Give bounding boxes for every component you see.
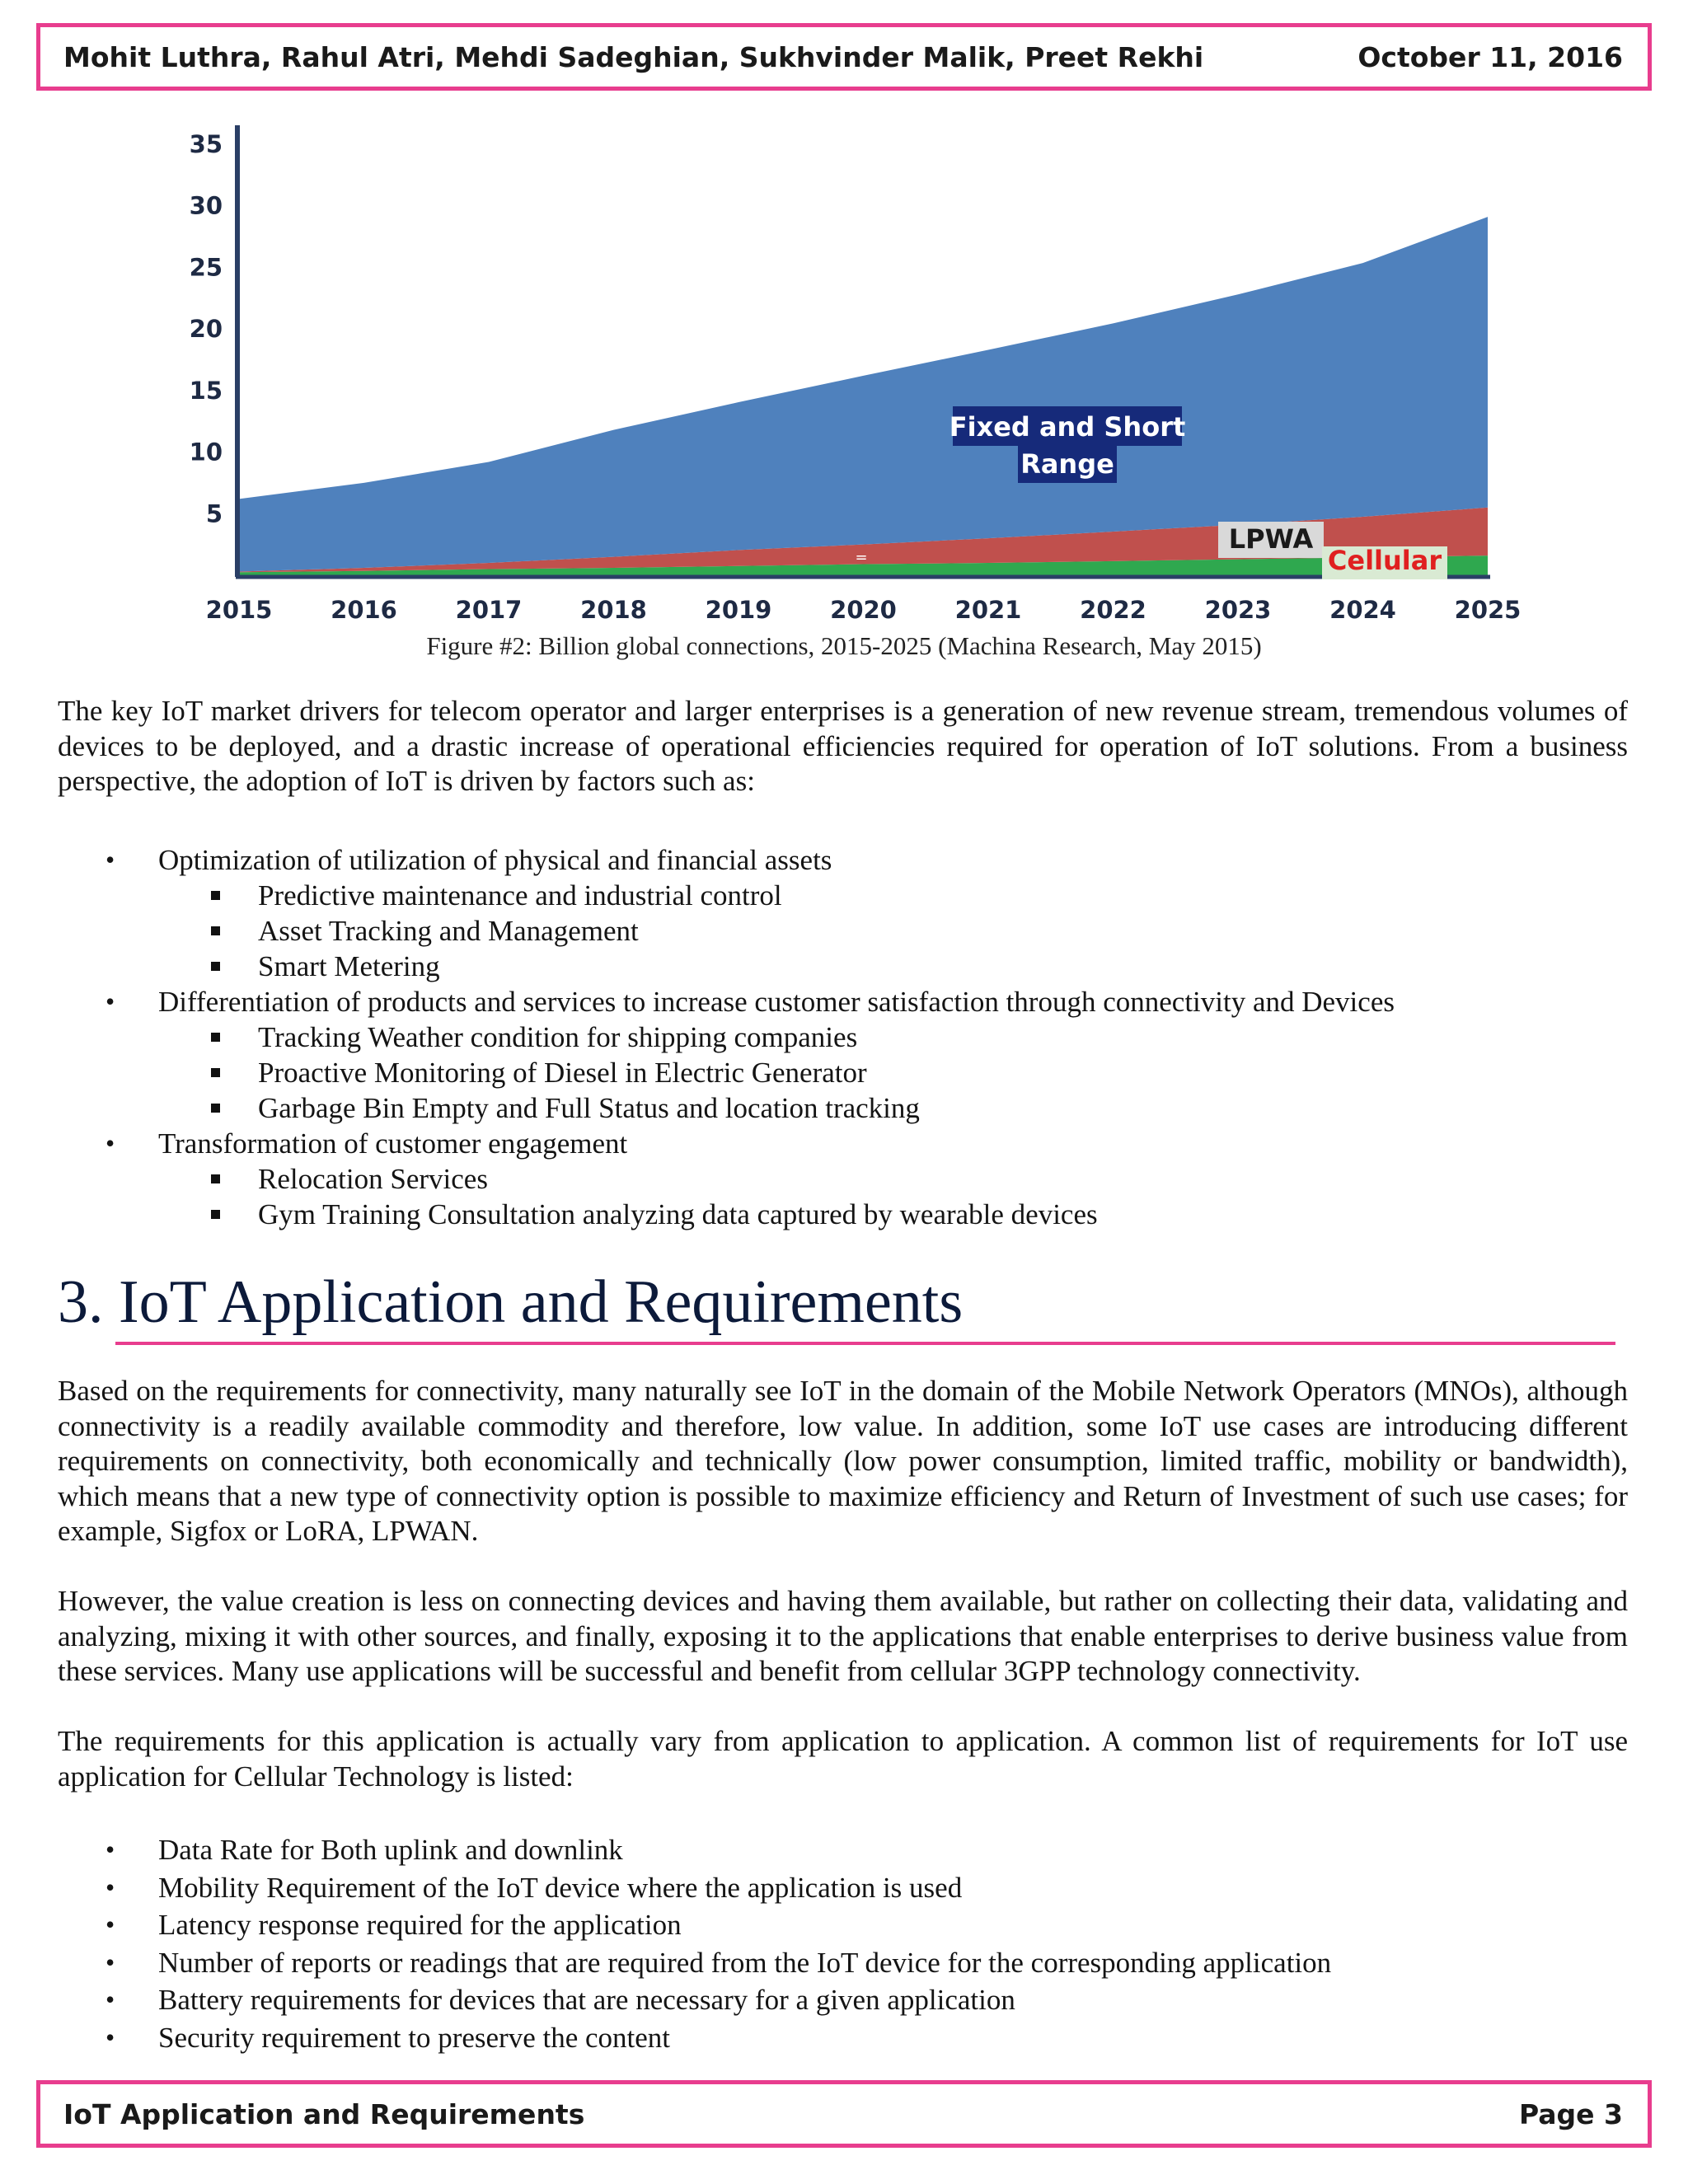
driver-subitem: Proactive Monitoring of Diesel in Electric Generator (58, 1055, 1624, 1090)
driver-subitem: Asset Tracking and Management (58, 913, 1624, 949)
driver-item: • Differentiation of products and services to increase customer satisfaction through connectivity and Devices (58, 984, 1624, 1019)
y-tick-label: 10 (189, 438, 223, 466)
driver-item: • Transformation of customer engagement (58, 1126, 1624, 1161)
requirements-list (58, 1831, 1624, 2056)
series-area-fixed-and-short-range (239, 217, 1488, 571)
x-tick-label: 2021 (954, 596, 1022, 624)
connections-area-chart (115, 120, 1533, 630)
y-tick-label: 20 (189, 315, 223, 344)
x-tick-label: 2020 (830, 596, 897, 624)
connectivity-paragraph: Based on the requirements for connectivity, many naturally see IoT in the domain of the Mobile Network Operators (MNOs), although connectivity is a readily available commodity and therefore, low value. In addition, some IoT use cases are introducing different requirements on connectivity, both economically and technically (low power consumption, limited traffic, mobility or bandwidth), which means that a new type of connectivity option is possible to maximize efficiency and Return of Investment of such use cases; for example, Sigfox or LoRA, LPWAN. (58, 1375, 1628, 1547)
requirement-item: • Data Rate for Both uplink and downlink (58, 1831, 1624, 1869)
driver-subitem: Relocation Services (58, 1161, 1624, 1197)
driver-subitem: Gym Training Consultation analyzing data captured by wearable devices (58, 1197, 1624, 1232)
header-authors: Mohit Luthra, Rahul Atri, Mehdi Sadeghian, Sukhvinder Malik, Preet Rekhi (63, 40, 1204, 73)
chart-small-mark: = (855, 549, 868, 566)
driver-subitem: Smart Metering (58, 949, 1624, 984)
y-tick-label: 30 (189, 191, 223, 220)
y-tick-label: 5 (205, 499, 223, 528)
footer-section: IoT Application and Requirements (63, 2097, 585, 2130)
driver-subitem: Tracking Weather condition for shipping companies (58, 1019, 1624, 1055)
y-tick-label: 35 (189, 129, 223, 158)
value-creation-paragraph: However, the value creation is less on connecting devices and having them available, but rather on collecting their data, validating and analyzing, mixing it with other sources, and finally, exposing it to the applications that enable enterprises to derive business value from these services. Many use applications will be successful and benefit from cellular 3GPP technology connectivity. (58, 1585, 1628, 1687)
requirement-item: • Number of reports or readings that are required from the IoT device for the corresponding application (58, 1944, 1624, 1982)
drivers-intro-paragraph: The key IoT market drivers for telecom operator and larger enterprises is a generation of new revenue stream, tremendous volumes of devices to be deployed, and a drastic increase of operational efficiencies required for operation of IoT solutions. From a business perspective, the adoption of IoT is driven by factors such as: (58, 695, 1628, 797)
x-tick-label: 2022 (1080, 596, 1146, 624)
x-tick-label: 2019 (705, 596, 772, 624)
header-date: October 11, 2016 (1357, 40, 1623, 73)
x-tick-label: 2024 (1329, 596, 1396, 624)
page-header (36, 23, 1652, 91)
y-tick-label: 25 (189, 253, 223, 282)
driver-item: • Optimization of utilization of physical and financial assets (58, 842, 1624, 878)
requirement-item: • Security requirement to preserve the content (58, 2019, 1624, 2057)
figure-caption: Figure #2: Billion global connections, 2015-2025 (Machina Research, May 2015) (426, 631, 1262, 660)
iot-drivers-list (58, 842, 1624, 1232)
footer-page-number: Page 3 (1518, 2097, 1623, 2130)
x-tick-label: 2016 (331, 596, 397, 624)
y-tick-label: 15 (189, 376, 223, 405)
page-footer (36, 2080, 1652, 2148)
x-tick-label: 2015 (205, 596, 273, 624)
requirement-item: • Mobility Requirement of the IoT device where the application is used (58, 1869, 1624, 1907)
driver-subitem: Garbage Bin Empty and Full Status and location tracking (58, 1090, 1624, 1126)
section-heading: 3. IoT Application and Requirements (58, 1268, 964, 1336)
series-label-fixed-line1: Fixed and Short (949, 411, 1186, 443)
requirement-item: • Latency response required for the application (58, 1906, 1624, 1944)
requirement-item: • Battery requirements for devices that are necessary for a given application (58, 1981, 1624, 2019)
section-heading-rule (115, 1342, 1615, 1345)
series-label-cellular: Cellular (1327, 545, 1442, 576)
series-label-lpwa: LPWA (1228, 523, 1314, 555)
x-tick-label: 2023 (1204, 596, 1272, 624)
requirements-intro-paragraph: The requirements for this application is actually vary from application to application. A common list of requirements for IoT use application for Cellular Technology is listed: (58, 1725, 1628, 1793)
driver-subitem: Predictive maintenance and industrial control (58, 878, 1624, 913)
x-tick-label: 2018 (580, 596, 647, 624)
series-label-fixed-line2: Range (1020, 448, 1114, 480)
x-tick-label: 2025 (1454, 596, 1522, 624)
x-tick-label: 2017 (455, 596, 523, 624)
